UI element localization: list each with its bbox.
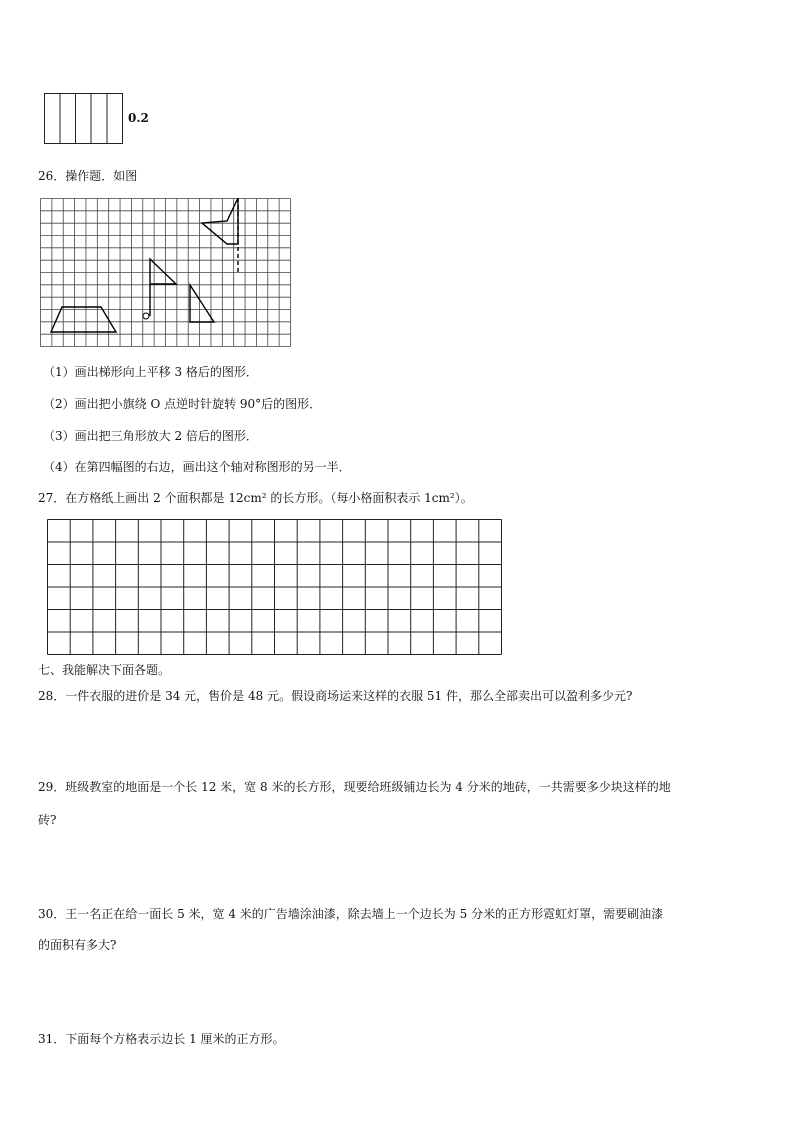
fraction-strips-svg xyxy=(44,93,126,145)
q26-sub-1: （1）画出梯形向上平移 3 格后的图形． xyxy=(43,365,258,379)
q26-grid-svg xyxy=(40,198,292,348)
point-o xyxy=(143,313,149,319)
q31-text: 下面每个方格表示边长 1 厘米的正方形。 xyxy=(65,1032,285,1046)
q26-sub-2: （2）画出把小旗绕 O 点逆时针旋转 90°后的图形． xyxy=(43,397,322,411)
q29-text-1: 班级教室的地面是一个长 12 米，宽 8 米的长方形，现要给班级铺边长为 4 分米的地砖，一共需要多少块这样的地 xyxy=(65,780,671,794)
q26-sub-3: （3）画出把三角形放大 2 倍后的图形． xyxy=(43,429,258,443)
half-symmetric-shape xyxy=(202,198,238,244)
triangle-shape xyxy=(190,285,214,322)
q27-number: 27． xyxy=(38,491,66,505)
trapezoid-shape xyxy=(51,307,116,332)
q30-text-1: 王一名正在给一面长 5 米，宽 4 米的广告墙涂油漆，除去墙上一个边长为 5 分米的正方形霓虹灯罩，需要刷油漆 xyxy=(65,907,664,921)
q28-text: 一件衣服的进价是 34 元，售价是 48 元。假设商场运来这样的衣服 51 件，那么全部卖出可以盈利多少元? xyxy=(65,689,633,703)
q30-number: 30． xyxy=(38,907,66,921)
q29-line-2: 砖? xyxy=(38,813,57,827)
fraction-label: 0.2 xyxy=(128,111,149,125)
section-7-title: 七、我能解决下面各题。 xyxy=(38,663,171,677)
q26-sub-4: （4）在第四幅图的右边，画出这个轴对称图形的另一半． xyxy=(43,460,351,474)
q27-heading xyxy=(38,490,473,506)
fraction-figure xyxy=(44,93,126,149)
q29-number: 29． xyxy=(38,780,66,794)
q27-text: 在方格纸上画出 2 个面积都是 12cm² 的长方形。（每小格面积表示 1cm²）。 xyxy=(65,491,473,505)
q27-grid-figure[interactable] xyxy=(47,519,503,660)
q26-grid-figure[interactable] xyxy=(40,198,292,352)
q31 xyxy=(38,1031,285,1047)
q28 xyxy=(38,688,632,704)
q27-grid-svg xyxy=(47,519,503,656)
q28-number: 28． xyxy=(38,689,66,703)
q26-title: 操作题．如图 xyxy=(65,169,138,183)
q29-line-1 xyxy=(38,779,671,795)
q31-number: 31． xyxy=(38,1032,66,1046)
q26-number: 26． xyxy=(38,169,66,183)
q30-line-1 xyxy=(38,906,663,922)
q30-line-2: 的面积有多大? xyxy=(38,938,117,952)
q26-heading xyxy=(38,168,137,184)
